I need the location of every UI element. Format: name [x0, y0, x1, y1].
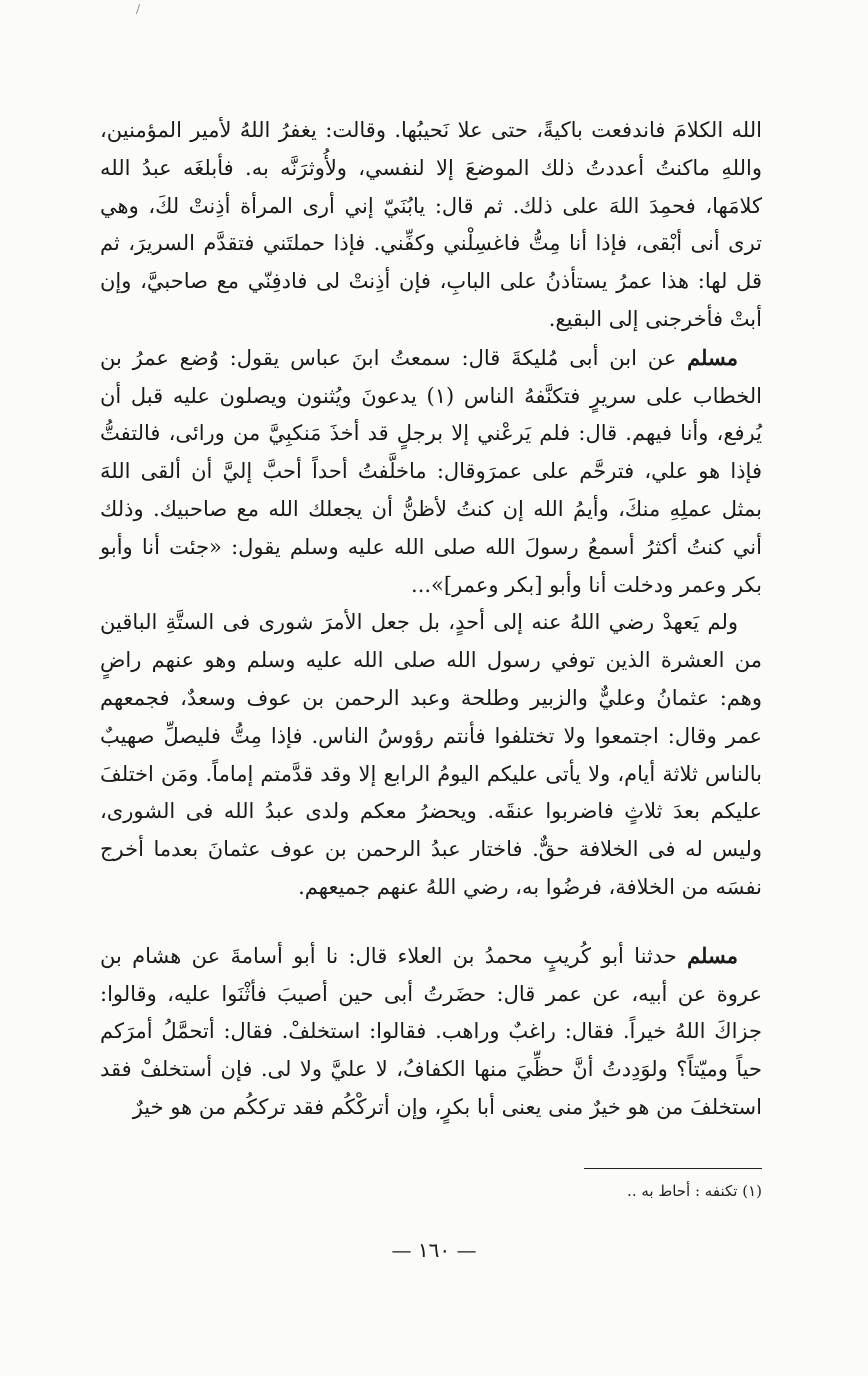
- source-label-muslim-2: مسلم: [687, 942, 738, 968]
- footnote-marker: (١): [742, 1182, 762, 1200]
- paragraph-2: [100, 339, 762, 605]
- page-number: — ١٦٠ —: [391, 1238, 477, 1262]
- paragraph-1-text: الله الكلامَ فاندفعت باكيةً، حتى علا نَحيبُها. وقالت: يغفرُ اللهُ لأمير المؤمنين، واللهِ ماكنتُ أعددتُ ذلك الموضعَ إلا لنفسي، ولأُوثرَنَّه به. فأبلغَه عبدُ الله كلامَها، فحمِدَ اللهَ على ذلك. ثم قال: يابُنَيّ إني أرى المرأة أذِنتْ لكَ، وهي ترى أنى أبْقى، فإذا أنا مِتُّ فاغسِلْني وكفِّني. فإذا حملتَني فتقدَّم السريرَ، ثم قل لها: هذا عمرُ يستأذنُ على البابِ، فإن أذِنتْ لى فادفِنّي مع صاحبيَّ، وإن أبتْ فأخرجنى إلى البقيع.: [100, 118, 762, 331]
- footnote-divider: [584, 1168, 762, 1169]
- paragraph-1: [100, 112, 762, 339]
- source-label-muslim: مسلم: [687, 344, 738, 370]
- paragraph-2-text: عن ابن أبى مُليكةَ قال: سمعتُ ابنَ عباس يقول: وُضع عمرُ بن الخطاب على سريرٍ فتكنَّفهُ الناس (١) يدعونَ ويُثنون ويصلون عليه قبل أن يُرفع، وأنا فيهم. قال: فلم يَرعْني إلا برجلٍ قد أخذَ مَنكبِيَّ من ورائى، فالتفتُّ فإذا هو علي، فترحَّم على عمرَوقال: ماخلَّفتُ أحداً أحبَّ إليَّ أن ألقى اللهَ بمثل عملِهِ منكَ، وأيمُ الله إن كنتُ لأظنُّ أن يجعلك الله مع صاحبيك. وذلك أني كنتُ أكثرُ أسمعُ رسولَ الله صلى الله عليه وسلم يقول: «جئت أنا وأبو بكر وعمر ودخلت أنا وأبو [بكر وعمر]»...: [100, 345, 762, 597]
- paragraph-3: [100, 604, 762, 906]
- scan-mark: /: [136, 2, 141, 16]
- footnote: [100, 1180, 762, 1202]
- body-text: [100, 112, 762, 1127]
- paragraph-3-text: ولم يَعهدْ رضي اللهُ عنه إلى أحدٍ، بل جعل الأمرَ شورى فى الستَّةِ الباقين من العشرة الذين توفي رسول الله صلى الله عليه وسلم وهو عنهم راضٍ وهم: عثمانُ وعليٌّ والزبير وطلحة وعبد الرحمن بن عوف وسعدٌ، فجمعهم عمر وقال: اجتمعوا ولا تختلفوا فأنتم رؤوسُ الناس. فإذا مِتُّ فليصلِّ صهيبٌ بالناس ثلاثة أيام، ولا يأتى عليكم اليومُ الرابع إلا وقد قدَّمتم إماماً. ومَن اختلفَ عليكم بعدَ ثلاثٍ فاضربوا عنقَه. ويحضرُ معكم ولدى عبدُ الله فى الشورى، وليس له فى الخلافة حقٌّ. فاختار عبدُ الرحمن بن عوف عثمانَ بعدما أخرج نفسَه من الخلافة، فرضُوا به، رضي اللهُ عنهم جميعهم.: [100, 610, 762, 899]
- paragraph-4: [100, 937, 762, 1127]
- footnote-text: تكنفه : أحاط به ..: [627, 1182, 738, 1200]
- paragraph-4-text: حدثنا أبو كُريبٍ محمدُ بن العلاء قال: نا أبو أسامةَ عن هشام بن عروة عن أبيه، عن عمر قال: حضَرتُ أبى حين أصيبَ فأثْنَوا عليه، وقالوا: جزاكَ اللهُ خيراً. فقال: راغبٌ وراهب. فقالوا: استخلفْ. فقال: أتحمَّلُ أمرَكم حياً وميّتاً؟ ولوَدِدتُ أنَّ حظِّيَ منها الكفافُ، لا عليَّ ولا لى. فإن أستخلفْ فقد استخلفَ من هو خيرٌ منى يعنى أبا بكرٍ، وإن أتركْكُم فقد ترككُم من هو خيرٌ: [100, 943, 762, 1119]
